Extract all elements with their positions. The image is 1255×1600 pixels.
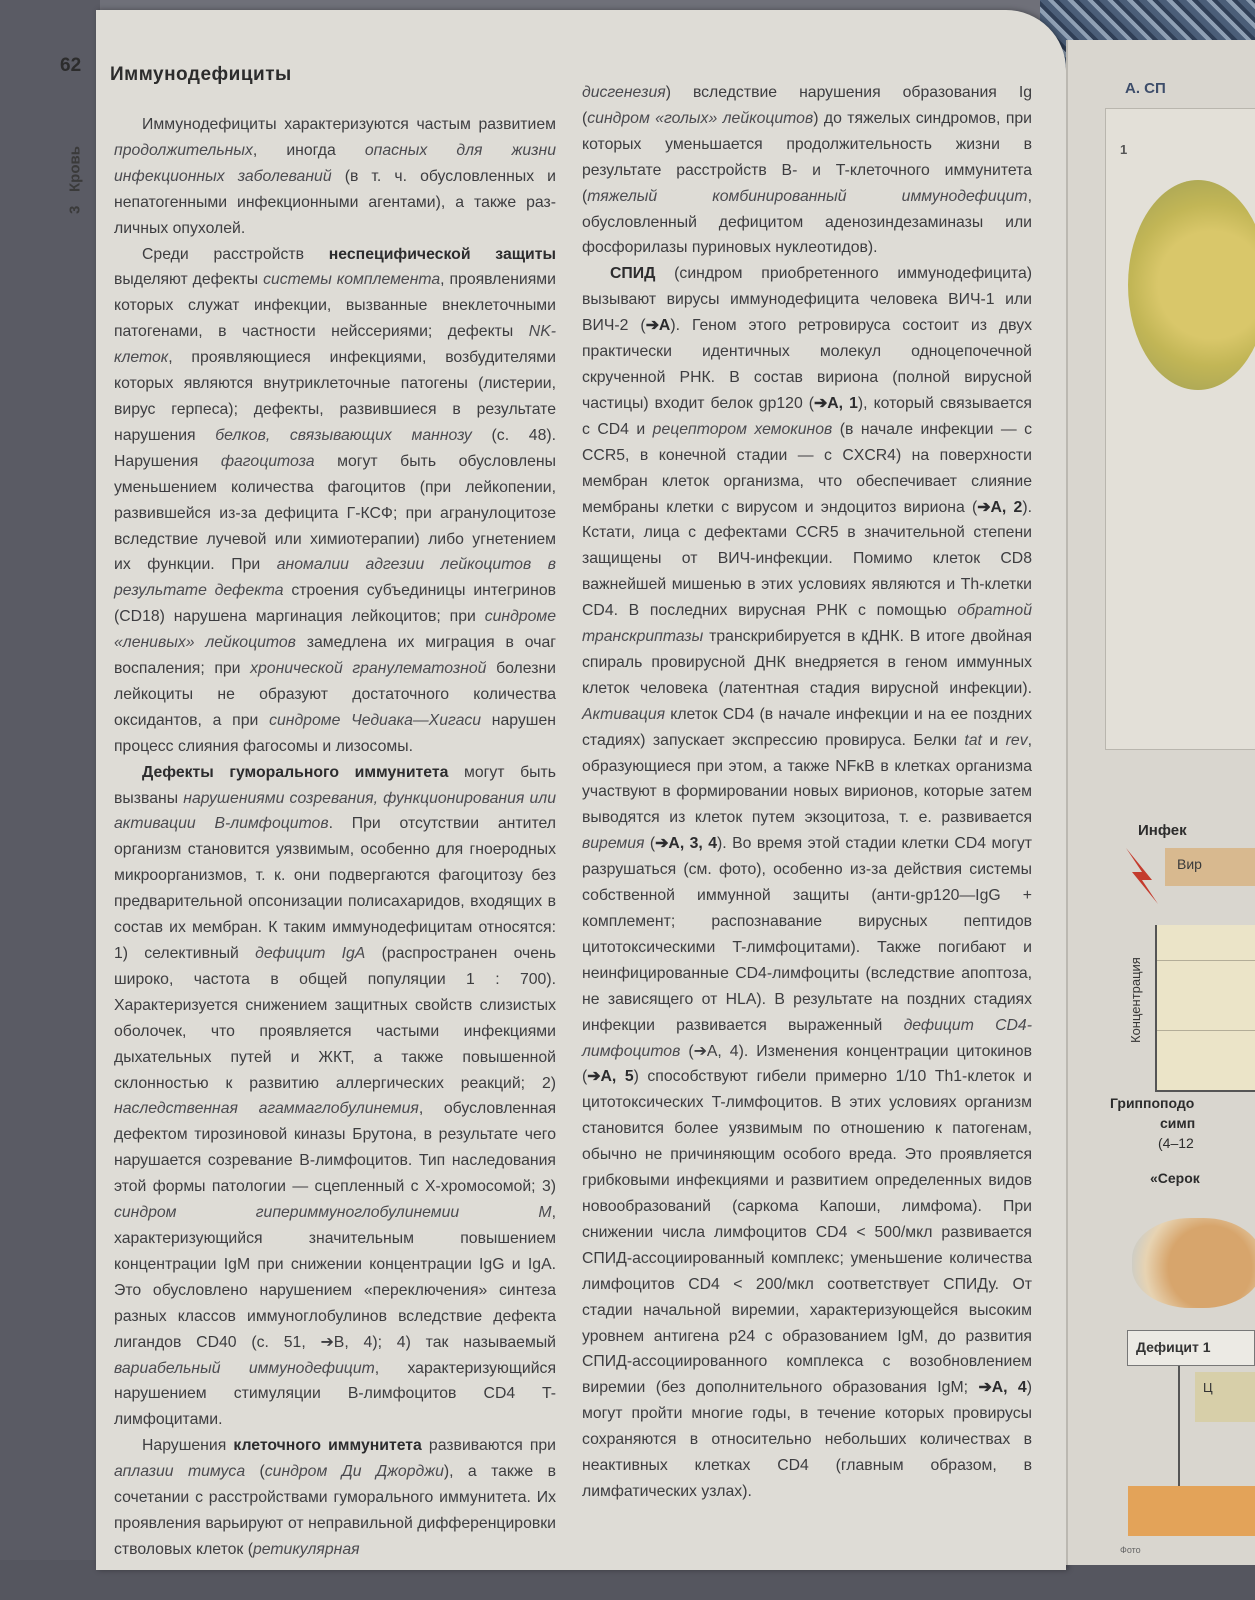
text-run: . При отсутствии антител организм становится уязвимым, особенно для гноеродных микроорганизмов, т. к. они подвергаются фагоцитозу без предварительной опсонизации полисахаридов, входящих в состав их мембран. К таким иммунодефицитам относятся: 1) селективный [114, 815, 556, 962]
text-run: , иногда [252, 141, 365, 159]
italic-text: рецептором хемокинов [652, 420, 833, 438]
bold-text: ➔A, 4 [978, 1379, 1027, 1397]
text-run: ( [245, 1463, 265, 1481]
lightning-bolt-icon [1122, 846, 1162, 906]
bold-text: ➔A, 5 [587, 1068, 634, 1086]
italic-text: хронической гранулематозной [250, 660, 487, 678]
page-number: 62 [60, 55, 82, 76]
paragraph [582, 261, 1032, 1505]
text-run: ). Кстати, лица с дефектами CCR5 в значительной степени защищены от ВИЧ-инфекции. Помимо клеток CD8 важнейшей мишенью в этих условиях являются и Th-клетки CD4. В последних вирусная РНК с помощью [582, 498, 1032, 620]
italic-text: синдроме Чедиака—Хигаси [269, 711, 482, 729]
text-run: ) вследствие нарушения образования Ig ( [582, 84, 1032, 127]
text-run: , характеризующийся нарушением стимуляции B-лимфоцитов CD4 T-лимфоцитами. [114, 1359, 556, 1429]
bold-text: Дефекты гуморального иммунитета [142, 763, 449, 781]
infection-label: Инфек [1138, 822, 1187, 839]
italic-text: фагоцитоза [220, 452, 315, 470]
plot-gridline [1157, 960, 1255, 961]
text-run: болезни лейкоциты не образуют достаточного количества оксидантов, а при [114, 660, 556, 729]
italic-text: опасных для жизни инфекционных заболеваний [114, 141, 556, 185]
text-run: ) до тяжелых синдромов, при которых уменьшается продолжительность жизни в результате расстройств B- и T-клеточного иммунитета ( [582, 109, 1032, 205]
italic-text: rev [1005, 731, 1028, 749]
italic-text: продолжительных [114, 141, 253, 159]
text-run: могут быть обусловлены уменьшением количества фагоцитов (при лейкопении, развившейся из-за дефицита Г-КСФ; при агранулоцитозе вследствие лучевой или химиотерапии) либо угнетением их функции. При [114, 452, 556, 574]
italic-text: тяжелый комбинированный иммунодефицит [587, 187, 1028, 205]
italic-text: нарушениями созревания, функционирования или активации B-лимфоцитов [114, 789, 556, 833]
italic-text: синдром Ди Джорджи [264, 1463, 444, 1481]
text-run: , проявляющиеся инфекциями, возбудителями которых являются внутриклеточные патогены (листерии, вирус герпеса); дефекты, развившиеся в результате нарушения [114, 349, 556, 444]
paragraph [114, 1433, 556, 1563]
italic-text: дефицит IgA [255, 945, 366, 962]
flu-like-label: Гриппоподо [1110, 1095, 1195, 1111]
figure-panel-number: 1 [1120, 142, 1128, 157]
text-run: клеток CD4 (в начале инфекции и на ее поздних стадиях) запускает экспрессию провируса. Белки [582, 705, 1032, 749]
text-run: развиваются при [421, 1437, 557, 1455]
italic-text: NK-клеток [114, 323, 556, 367]
italic-text: белков, связывающих маннозу [215, 426, 472, 444]
bold-text: ➔A [645, 317, 671, 335]
text-run: Иммунодефициты характеризуются частым развитием [142, 116, 556, 133]
flow-box-orange [1128, 1486, 1255, 1536]
plot-y-axis-label: Концентрация [1128, 957, 1143, 1043]
text-run: ), а также в сочетании с расстройствами гуморального иммунитета. Их проявления варьируют от неправильной дифференцировки стволовых клеток ( [114, 1463, 556, 1558]
chapter-tab [63, 130, 87, 230]
italic-text: вариабельный иммунодефицит [114, 1359, 375, 1377]
text-run: , проявлениями которых служат инфекции, вызванные внеклеточными патогенами, в частности нейссериями; дефекты [114, 271, 556, 341]
cell-photo [1132, 1218, 1255, 1308]
plot-gridline [1157, 1030, 1255, 1031]
italic-text: обратной транскриптазы [582, 602, 1032, 646]
chapter-name: Кровь [66, 145, 84, 192]
text-run: ). Геном этого ретровируса состоит из двух практически идентичных молекул одноцепочечной скрученной РНК. В состав вириона (полной вирусной частицы) входит белок gp120 ( [582, 317, 1032, 412]
symptoms-label: симп [1160, 1115, 1196, 1131]
italic-text: аномалии адгезии лейкоцитов в результате дефекта [114, 556, 556, 600]
bold-text: ➔A, 1 [814, 394, 858, 412]
text-run: строения субъединицы интегринов (CD18) нарушена маргинация лейкоцитов; при [114, 582, 556, 626]
text-run: могут быть вызваны [114, 763, 556, 807]
italic-text: tat [964, 731, 982, 749]
text-run: , образующиеся при этом, а также NFκB в клетках организма участвуют в формировании новых вирионов, которые затем выводятся из клеток путем экзоцитоза, т. е. развивается [582, 731, 1032, 827]
italic-text: наследственная агаммаглобулинемия [114, 1100, 419, 1118]
bold-text: ➔A, 2 [977, 498, 1023, 516]
chapter-number: 3 [66, 205, 84, 215]
text-run: (➔A, 4). Изменения концентрации цитокинов ( [582, 1042, 1032, 1086]
text-run: ) могут пройти многие годы, в течение которых провирусы сохраняются в относительно небольших количествах в неактивных клетках CD4 (главным образом, в лимфатических узлах). [582, 1379, 1032, 1500]
left-text-column [114, 112, 556, 1563]
flow-arrow-line [1178, 1366, 1180, 1486]
bold-text: СПИД [610, 265, 656, 283]
text-run: ) способствуют гибели примерно 1/10 Th1-клеток и цитотоксических T-лимфоцитов. В этих условиях организм становится более уязвимым по отношению к патогенам, обычно не причиняющим особого вреда. Это проявляется грибковыми инфекциями и развитием определенных видов новообразований (саркома Капоши, лимфома). При снижении числа лимфоцитов CD4 < 500/мкл развивается СПИД-ассоциированный комплекс; уменьшение количества лимфоцитов CD4 < 200/мкл соответствует СПИДу. От стадии начальной виремии, характеризующейся высоким уровнем антигена p24 с образованием IgM, до развития СПИД-ассоциированного комплекса с возобновлением виремии (без дополнительного образования IgM; [582, 1068, 1032, 1397]
italic-text: синдроме «ленивых» лейкоцитов [114, 608, 556, 652]
bold-text: ➔A, 3, 4 [655, 835, 718, 853]
text-run: нарушен процесс слияния фагосомы и лизосомы. [114, 711, 556, 755]
deficit-box: Дефицит 1 [1127, 1330, 1255, 1366]
bold-text: неспецифической защиты [328, 245, 556, 263]
italic-text: синдром «голых» лейкоцитов [587, 109, 814, 127]
italic-text: Активация [582, 705, 666, 723]
text-run: , характеризующийся значительным повышением концентрации IgM при снижении концентрации IgG и IgA. Это обусловлено нарушением «переключения» синтеза разных классов иммуноглобулинов вследствие дефекта лигандов CD40 (с. 51, ➔B, 4); 4) так называемый [114, 1204, 556, 1351]
photo-caption: Фото [1120, 1545, 1141, 1555]
seroconversion-label: «Серок [1150, 1170, 1200, 1186]
text-run: (в т. ч. обусловленных и непатогенными инфекционными агентами), а также различных опухолей. [114, 167, 556, 237]
italic-text: дисгенезия [582, 84, 666, 101]
text-run: Среди расстройств [142, 245, 329, 263]
text-run: и [981, 731, 1006, 749]
italic-text: ретикулярная [252, 1540, 360, 1558]
bold-text: клеточного иммунитета [233, 1437, 422, 1455]
paragraph [114, 112, 556, 242]
text-run: ). Во время этой стадии клетки CD4 могут разрушаться (см. фото), особенно из-за действия системы собственной иммунной защиты (анти-gp120—IgG + комплемент; распознавание вирусных пептидов цитотоксическими T-лимфоцитами). Также погибают и неинфицированные CD4-лимфоциты (вследствие апоптоза, не зависящего от HLA). В результате на поздних стадиях инфекции развивается выраженный [582, 835, 1032, 1034]
right-text-column [582, 80, 1032, 1505]
text-run: замедлена их миграция в очаг воспаления; при [114, 634, 556, 678]
text-run: , обусловленный дефицитом аденозиндезаминазы или фосфорилазы пуриновых нуклеотидов). [582, 187, 1032, 257]
paragraph [114, 760, 556, 1434]
background-dark-area [0, 0, 100, 1600]
text-run: транскрибируется в кДНК. В итоге двойная спираль провирусной ДНК внедряется в геном иммунных клеток человека (латентная стадия вирусной инфекции). [582, 628, 1032, 697]
italic-text: дефицит CD4-лимфоцитов [582, 1016, 1032, 1060]
text-run: выделяют дефекты [114, 271, 264, 289]
flow-box: Ц [1195, 1372, 1255, 1422]
virion-illustration [1128, 180, 1255, 390]
concentration-plot [1155, 925, 1255, 1092]
text-run: Нарушения [142, 1437, 234, 1455]
text-run: , обусловленная дефектом тирозиновой киназы Брутона, в результате чего нарушается созревание B-лимфоцитов. Тип наследования этой формы патологии — сцепленный с X-хромосомой; 3) [114, 1100, 556, 1196]
text-run: (с. 48). Нарушения [114, 426, 557, 470]
paragraph [582, 80, 1032, 261]
italic-text: виремия [582, 835, 645, 853]
page-title: Иммунодефициты [110, 64, 292, 85]
italic-text: аплазии тимуса [114, 1463, 246, 1481]
italic-text: синдром гипериммуноглобулинемии M [114, 1204, 552, 1222]
paragraph [114, 242, 556, 760]
text-run: (синдром приобретенного иммунодефицита) вызывают вирусы иммунодефицита человека ВИЧ-1 или ВИЧ-2 ( [582, 265, 1032, 335]
text-run: (в начале инфекции — с CCR5, в конечной стадии — с CXCR4) на поверхности мембран клеток организма, что обеспечивает слияние мембраны клетки с вирусом и эндоцитоз вириона ( [582, 420, 1032, 516]
italic-text: системы комплемента [263, 271, 441, 289]
virus-stage-box: Вир [1165, 848, 1255, 886]
text-run: ( [644, 835, 656, 853]
text-run: (распространен очень широко, частота в общей популяции 1 : 700). Характеризуется снижением защитных свойств слизистых оболочек, что проявляется частыми инфекциями дыхательных путей и ЖКТ, а также повышенной склонностью к развитию аллергических реакций; 2) [114, 945, 556, 1092]
weeks-range-label: (4–12 [1158, 1135, 1194, 1151]
text-run: ), который связывается с CD4 и [582, 394, 1032, 438]
figure-panel-label: А. СП [1125, 80, 1166, 97]
